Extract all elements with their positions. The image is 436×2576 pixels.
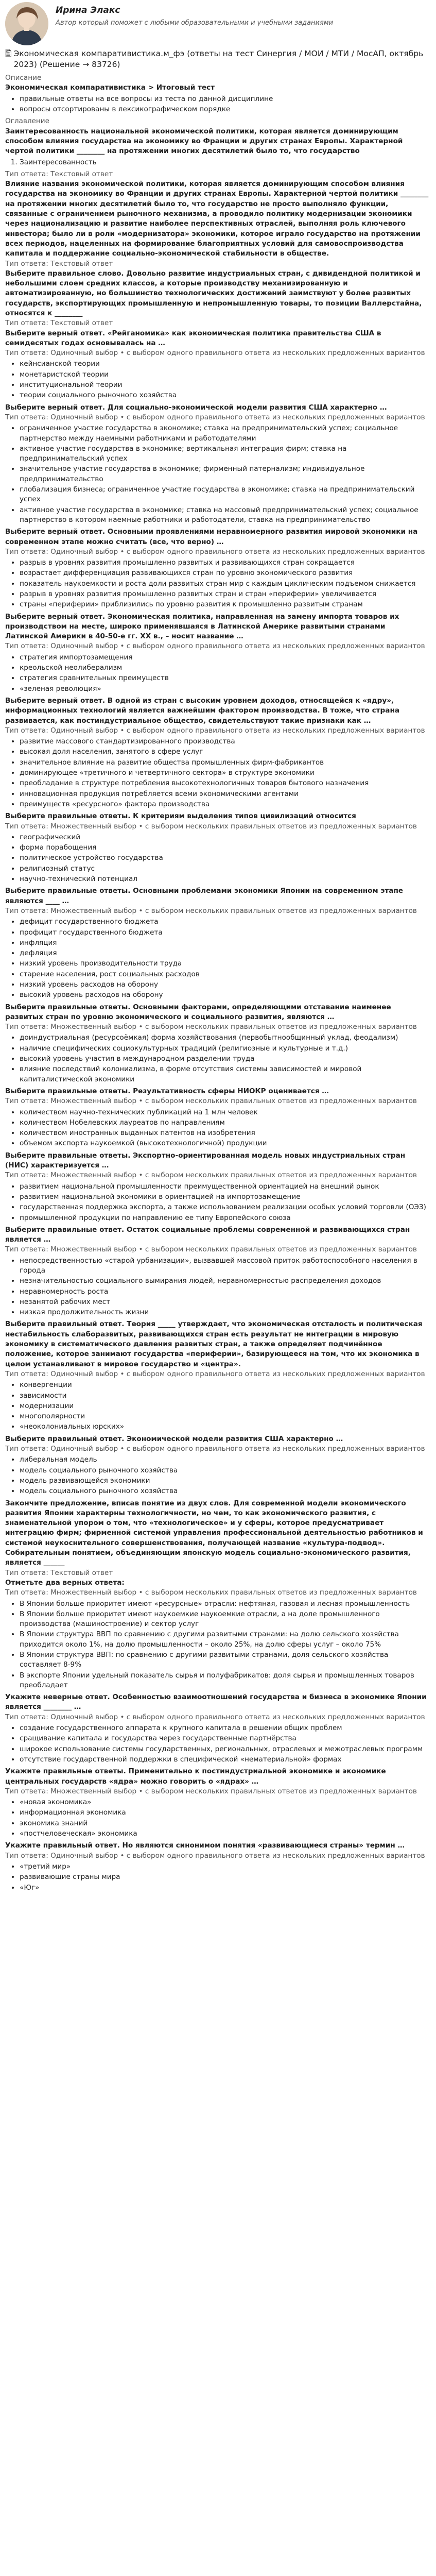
answer-type: Тип ответа: Множественный выбор • с выбором нескольких правильных ответов из предложенных вариантов — [5, 1245, 417, 1254]
option-item: • многополярности — [20, 1412, 429, 1421]
theme-heading: Экономическая компаративистика > Итоговый тест — [5, 83, 215, 92]
option-item: • доиндустриальная (ресурсоёмкая) форма хозяйствования (первобытнообщинный уклад, феодализм) — [20, 1033, 429, 1043]
question-block — [5, 127, 429, 179]
option-item: • конвергенции — [20, 1380, 429, 1390]
option-item: • развивающие страны мира — [20, 1872, 429, 1882]
option-item: • незначительностью социального вымирания людей, неравномерностью распределения доходов — [20, 1276, 429, 1286]
option-item: • показатель наукоемкости и роста доли развитых стран мир с каждым циклическим подъемом снижается — [20, 579, 429, 589]
option-item: • экономика знаний — [20, 1819, 429, 1828]
question-text: Выберите правильные ответы. Экспортно-ориентированная модель новых индустриальных стран (НИС) характеризуется … — [5, 1151, 406, 1170]
options-list — [5, 1455, 429, 1496]
answer-type: Тип ответа: Множественный выбор • с выбором нескольких правильных ответов из предложенных вариантов — [5, 822, 417, 831]
question-text: Выберите правильные ответы. Результативность сферы НИОКР оценивается … — [5, 1087, 329, 1095]
option-item: • высокий уровень расходов на оборону — [20, 990, 429, 1000]
option-item: • инфляция — [20, 938, 429, 948]
option-item: • В Японии больше приоритет имеют «ресурсные» отрасли: нефтяная, газовая и лесная промышленность — [20, 1599, 429, 1609]
option-item: • преобладание в структуре потребления высокотехнологичных товаров бытового назначения — [20, 778, 429, 788]
option-item: • В Японии больше приоритет имеют наукоемкие наукоемкие отрасли, а на доле промышленного производства (машиностроение) и сектор услуг — [20, 1609, 429, 1630]
option-item: • непосредственностью «старой урбанизации», вызвавшей массовой приток работоспособного населения в города — [20, 1256, 429, 1276]
option-item: • отсутствие государственной поддержки в специфической «нематериальной» формах — [20, 1755, 429, 1765]
answer-type: Тип ответа: Множественный выбор • с выбором нескольких правильных ответов из предложенных вариантов — [5, 1023, 417, 1031]
question-block — [5, 179, 429, 269]
option-item: • кейнсианской теории — [20, 359, 429, 369]
answer-type: Тип ответа: Множественный выбор • с выбором нескольких правильных ответов из предложенных вариантов — [5, 1171, 417, 1180]
question-block — [5, 811, 429, 884]
question-block — [5, 612, 429, 694]
option-item: • низкая продолжительность жизни — [20, 1308, 429, 1317]
option-item: • дефляция — [20, 948, 429, 958]
options-list — [5, 1108, 429, 1149]
options-list — [5, 423, 429, 525]
option-item: • модель развивающейся экономики — [20, 1476, 429, 1486]
option-item: • географический — [20, 833, 429, 842]
answer-type: Тип ответа: Текстовый ответ — [5, 259, 113, 268]
answer-type: Тип ответа: Одиночный выбор • с выбором одного правильного ответа из нескольких предложенных вариантов — [5, 547, 425, 556]
intro-bullets — [5, 94, 429, 115]
numbered-item: 1. Заинтересованность — [20, 158, 429, 167]
answer-type: Тип ответа: Одиночный выбор • с выбором одного правильного ответа из нескольких предложенных вариантов — [5, 413, 425, 421]
question-text: Отметьте два верных ответа: — [5, 1578, 125, 1587]
author-text — [56, 2, 333, 28]
option-item: • значительное влияние на развитие общества промышленных фирм-фабрикантов — [20, 758, 429, 768]
answer-type: Тип ответа: Одиночный выбор • с выбором одного правильного ответа из нескольких предложенных вариантов — [5, 349, 425, 358]
answer-type: Тип ответа: Одиночный выбор • с выбором одного правильного ответа из нескольких предложенных вариантов — [5, 1445, 425, 1453]
option-item: • «неоколониальных юрских» — [20, 1422, 429, 1432]
option-item: • креольской неолиберализм — [20, 663, 429, 673]
answer-type: Тип ответа: Одиночный выбор • с выбором одного правильного ответа из нескольких предложенных вариантов — [5, 642, 425, 651]
options-list — [5, 1723, 429, 1765]
option-item: • развитием национальной промышленности преимущественной ориентацией на внешний рынок — [20, 1182, 429, 1192]
question-block — [5, 403, 429, 526]
answer-type: Тип ответа: Текстовый ответ — [5, 1568, 113, 1577]
option-item: • низкий уровень производительности труда — [20, 959, 429, 969]
question-text: Выберите правильные ответ. Остаток социальные проблемы современной и развивающихся стран является … — [5, 1225, 410, 1244]
answer-type: Тип ответа: Одиночный выбор • с выбором одного правильного ответа из нескольких предложенных вариантов — [5, 1713, 425, 1721]
options-list — [5, 1798, 429, 1839]
question-block — [5, 1578, 429, 1690]
option-item: • глобализация бизнеса; ограниченное участие государства в экономике; ставка на предпринимательский успех — [20, 485, 429, 505]
question-text: Выберите верный ответ. «Рейганомика» как экономическая политика правительства США в семидесятых годах основывалась на … — [5, 329, 381, 347]
question-block — [5, 329, 429, 401]
option-item: • модель социального рыночного хозяйства — [20, 1486, 429, 1496]
option-item: • «новая экономика» — [20, 1798, 429, 1807]
options-list — [5, 359, 429, 400]
option-item: • преимуществ «ресурсного» фактора производства — [20, 800, 429, 809]
option-item: • высокий уровень участия в международном разделении труда — [20, 1054, 429, 1064]
option-item: • профицит государственного бюджета — [20, 928, 429, 938]
option-item: • научно-технический потенциал — [20, 874, 429, 884]
option-item: • либеральная модель — [20, 1455, 429, 1465]
option-item: • неравномерность роста — [20, 1287, 429, 1297]
option-item: • страны «периферии» приблизились по уровню развития к промышленно развитым странам — [20, 600, 429, 609]
answer-type: Тип ответа: Множественный выбор • с выбором нескольких правильных ответов из предложенных вариантов — [5, 1588, 417, 1597]
option-item: • широкое использование системы государственных, региональных, отраслевых и межотраслевых программ — [20, 1744, 429, 1754]
document-icon: 🖺 — [5, 49, 12, 58]
option-item: • ограниченное участие государства в экономике; ставка на предпринимательский успех; социальное партнерство между наемными работниками и работодателями — [20, 423, 429, 444]
option-item: • стратегия импортозамещения — [20, 653, 429, 663]
doc-title-text: Экономическая компаративистика.м_фэ (ответы на тест Синергия / МОИ / МТИ / МосАП, октябрь 2023) (Решение → 83726) — [13, 49, 424, 70]
answer-type: Тип ответа: Текстовый ответ — [5, 170, 113, 178]
option-item: • наличие специфических социокультурных традиций (религиозные и культурные и т.д.) — [20, 1044, 429, 1054]
answer-type: Тип ответа: Одиночный выбор • с выбором одного правильного ответа из нескольких предложенных вариантов — [5, 1369, 425, 1378]
option-item: • активное участие государства в экономике; ставка на массовый предпринимательский успех; социальное партнерство в котором наемные работники и работодатели, ставка на предпринимательство — [20, 505, 429, 526]
option-item: • старение населения, рост социальных расходов — [20, 970, 429, 979]
numbered-list — [5, 158, 429, 167]
option-item: • монетаристской теории — [20, 370, 429, 380]
option-item: • «третий мир» — [20, 1862, 429, 1872]
options-list — [5, 1380, 429, 1432]
answer-type: Тип ответа: Текстовый ответ — [5, 319, 113, 328]
option-item: • инновационная продукция потребляется всеми экономическими агентами — [20, 789, 429, 799]
question-text: Влияние названия экономической политики, которая является доминирующим способом влияния государства на экономику во Франции и других странах Европы. Характерной чертой политики ________ на протяжении многих десятилетий было то, что государство не просто выполняло функции, связанные с ограничением рыночного механизма, а проводило политику модернизации экономики через национализацию и развитие наиболее перспективных отраслей, выполняя роль ключевого инвестора; было ли в роли «модернизатора» экономики, которое играло государство на протяжении всех периодов, нацеленных на формирование благоприятных условий для самовоспроизводства капитала и поддержание социально-экономической стабильности в обществе. — [5, 180, 429, 258]
question-text: Укажите правильный ответ. Но являются синонимом понятия «развивающиеся страны» термин … — [5, 1841, 405, 1850]
options-list — [5, 1599, 429, 1691]
question-text: Выберите верный ответ. Для социально-экономической модели развития США характерно … — [5, 403, 387, 412]
question-block — [5, 1003, 429, 1084]
option-item: • В Японии структура ВВП: по сравнению с другими развитыми странами, доля сельского хозяйства составляет 8-9% — [20, 1650, 429, 1670]
question-block — [5, 269, 429, 329]
answer-type: Тип ответа: Множественный выбор • с выбором нескольких правильных ответов из предложенных вариантов — [5, 906, 417, 915]
option-item: • В экспорте Японии удельный показатель сырья и полуфабрикатов: доля сырья и промышленных товаров преобладает — [20, 1671, 429, 1691]
options-list — [5, 833, 429, 884]
option-item: • значительное участие государства в экономике; фирменный патернализм; индивидуальное предпринимательство — [20, 464, 429, 484]
options-list — [5, 917, 429, 1000]
question-block — [5, 1767, 429, 1839]
option-item: • возрастает дифференциация развивающихся стран по уровню экономического развития — [20, 568, 429, 578]
question-block — [5, 1151, 429, 1223]
option-item: • развитием национальной экономики в ориентацией на импортозамещение — [20, 1192, 429, 1202]
description-label: Описание — [5, 74, 42, 82]
question-block — [5, 1319, 429, 1432]
option-item: • высокая доля населения, занятого в сфере услуг — [20, 747, 429, 757]
option-item: • доминирующее «третичного и четвертичного сектора» в структуре экономики — [20, 768, 429, 778]
option-item: • сращивание капитала и государства через государственные партнёрства — [20, 1734, 429, 1743]
question-text: Закончите предложение, вписав понятие из двух слов. Для современной модели экономического развития Японии характерны технологичности, но чем, то как экономического развития, с знаменательной упором о том, что «технологическое» и у сферы, которое предусматривает интеграцию фирм; фирменной системой управления профессиональной деятельностью работников и системой неукоснительного совершенствования, получающей название «культура-подвод». Собирательным понятием, объединяющим японскую модель социально-экономического развития, является ______ — [5, 1499, 423, 1567]
questions-list — [5, 127, 429, 1893]
question-block — [5, 1692, 429, 1765]
doc-title — [5, 48, 429, 70]
avatar-image — [5, 2, 48, 45]
option-item: • В Японии структура ВВП по сравнению с другими развитыми странами: на долю сельского хозяйства приходится около 1%, на долю промышленности – около 25%, на долю сферы услуг – около 75% — [20, 1630, 429, 1650]
question-text: Укажите неверные ответ. Особенностью взаимоотношений государства и бизнеса в экономике Японии является ________ … — [5, 1693, 427, 1711]
option-item: • институциональной теории — [20, 380, 429, 390]
author-name: Ирина Элакс — [56, 5, 120, 15]
option-item: • «постчеловеческая» экономика — [20, 1829, 429, 1839]
question-text: Заинтересованность национальной экономической политики, которая является доминирующим способом влияния государства на экономику во Франции и других странах Европы. Характерной чертой политики ________ на протяжении многих десятилетий было то, что государство — [5, 127, 403, 156]
author-bio: Автор который поможет с любыми образовательными и учебными заданиями — [56, 19, 334, 27]
option-item: • количеством научно-технических публикаций на 1 млн человек — [20, 1108, 429, 1117]
option-item: • промышленной продукции по направлению ее типу Европейского союза — [20, 1213, 429, 1223]
option-item: • разрыв в уровнях развития промышленно развитых стран и стран «периферии» увеличивается — [20, 589, 429, 599]
question-text: Выберите правильные ответы. Основными факторами, определяющими отставание наименее развитых стран по уровню экономического и социального развития, являются … — [5, 1003, 391, 1021]
option-item: • государственная поддержка экспорта, а также использованием реализации особых условий торговли (ОЭЗ) — [20, 1202, 429, 1212]
question-block — [5, 696, 429, 809]
toc-label: Оглавление — [5, 117, 50, 126]
option-item: • зависимости — [20, 1391, 429, 1401]
intro-bullet: • вопросы отсортированы в лексикографическом порядке — [20, 105, 429, 114]
option-item: • разрыв в уровнях развития промышленно развитых и развивающихся стран сокращается — [20, 558, 429, 568]
option-item: • форма порабощения — [20, 843, 429, 853]
option-item: • дефицит государственного бюджета — [20, 917, 429, 927]
answer-type: Тип ответа: Одиночный выбор • с выбором одного правильного ответа из нескольких предложенных вариантов — [5, 1851, 425, 1860]
option-item: • количеством Нобелевских лауреатов по направлениям — [20, 1118, 429, 1128]
question-text: Укажите правильные ответы. Применительно к постиндустриальной экономике и экономике центральных государств «ядра» можно говорить о «ядрах» … — [5, 1767, 386, 1786]
author-block — [5, 2, 429, 45]
author-avatar — [5, 2, 48, 45]
option-item: • низкий уровень расходов на оборону — [20, 980, 429, 990]
question-text: Выберите правильные ответы. Основными проблемами экономики Японии на современном этапе являются ____ … — [5, 887, 404, 905]
option-item: • религиозный статус — [20, 864, 429, 874]
options-list — [5, 1862, 429, 1893]
option-item: • незанятой рабочих мест — [20, 1297, 429, 1307]
option-item: • «зеленая революция» — [20, 684, 429, 694]
question-block — [5, 1841, 429, 1892]
question-text: Выберите верный ответ. Основными проявлениями неравномерного развития мировой экономики на современном этапе можно считать (все, что верно) … — [5, 528, 418, 546]
question-text: Выберите верный ответ. В одной из стран с высоким уровнем доходов, относящейся к «ядру», информационных технологий является важнейшим фактором производства. В тоже, что страна развивается, как постиндустриальное общество, свидетельствуют такие признаки как … — [5, 696, 400, 725]
question-block — [5, 886, 429, 1000]
option-item: • влияние последствий колониализма, в форме отсутствия системы зависимостей и мировой капиталистической экономики — [20, 1064, 429, 1084]
question-text: Выберите верный ответ. Экономическая политика, направленная на замену импорта товаров их производством на месте, широко применявшаяся в Латинской Америке развитыми странами Латинской Америки в 40-50-е гг. XX в., – носит название … — [5, 612, 399, 641]
question-text: Выберите правильный ответ. Экономической модели развития США характерно … — [5, 1434, 343, 1443]
question-block — [5, 1087, 429, 1149]
options-list — [5, 653, 429, 694]
options-list — [5, 1182, 429, 1223]
option-item: • политическое устройство государства — [20, 853, 429, 863]
answer-type: Тип ответа: Множественный выбор • с выбором нескольких правильных ответов из предложенных вариантов — [5, 1097, 417, 1106]
option-item: • создание государственного аппарата к крупного капитала в решении общих проблем — [20, 1723, 429, 1733]
question-text: Выберите правильные ответы. К критериям выделения типов цивилизаций относится — [5, 812, 356, 821]
question-text: Выберите правильный ответ. Теория _____ утверждает, что экономическая отсталость и политическая нестабильность слаборазвитых, развивающихся стран есть результат не интеграции в мировую экономику в систематического давления развитых стран, а также определяет подчинённое положение, которое занимают государства «периферии», базирующееся на том, что их экономика в целом устанавливают в мировое государство и «центра». — [5, 1320, 423, 1368]
options-list — [5, 1033, 429, 1084]
question-text: Выберите правильное слово. Довольно развитие индустриальных стран, с дивидендной политикой и небольшими слоем средних классов, а которые производству механизированную и автоматизированную, но большинство технологических достижений заимствуют у более развитых государств, экспортирующих промышленную и непромышленную товары, то позиции Валлерстайна, относятся к ________ — [5, 269, 422, 317]
answer-type: Тип ответа: Множественный выбор • с выбором нескольких правильных ответов из предложенных вариантов — [5, 1787, 417, 1795]
option-item: • развитие массового стандартизированного производства — [20, 737, 429, 747]
option-item: • количеством иностранных выданных патентов на изобретения — [20, 1128, 429, 1138]
option-item: • объемом экспорта наукоемкой (высокотехнологичной) продукции — [20, 1139, 429, 1148]
question-block — [5, 1434, 429, 1497]
option-item: • модель социального рыночного хозяйства — [20, 1466, 429, 1476]
question-block — [5, 1225, 429, 1318]
options-list — [5, 1256, 429, 1318]
question-block — [5, 527, 429, 609]
option-item: • информационная экономика — [20, 1808, 429, 1818]
option-item: • «Юг» — [20, 1883, 429, 1893]
options-list — [5, 558, 429, 609]
option-item: • стратегия сравнительных преимуществ — [20, 673, 429, 683]
option-item: • модернизации — [20, 1401, 429, 1411]
question-block — [5, 1499, 429, 1578]
intro-bullet: • правильные ответы на все вопросы из теста по данной дисциплине — [20, 94, 429, 104]
option-item: • теории социального рыночного хозяйства — [20, 391, 429, 400]
options-list — [5, 737, 429, 809]
option-item: • активное участие государства в экономике; вертикальная интеграция фирм; ставка на предпринимательский успех — [20, 444, 429, 464]
answer-type: Тип ответа: Одиночный выбор • с выбором одного правильного ответа из нескольких предложенных вариантов — [5, 726, 425, 735]
